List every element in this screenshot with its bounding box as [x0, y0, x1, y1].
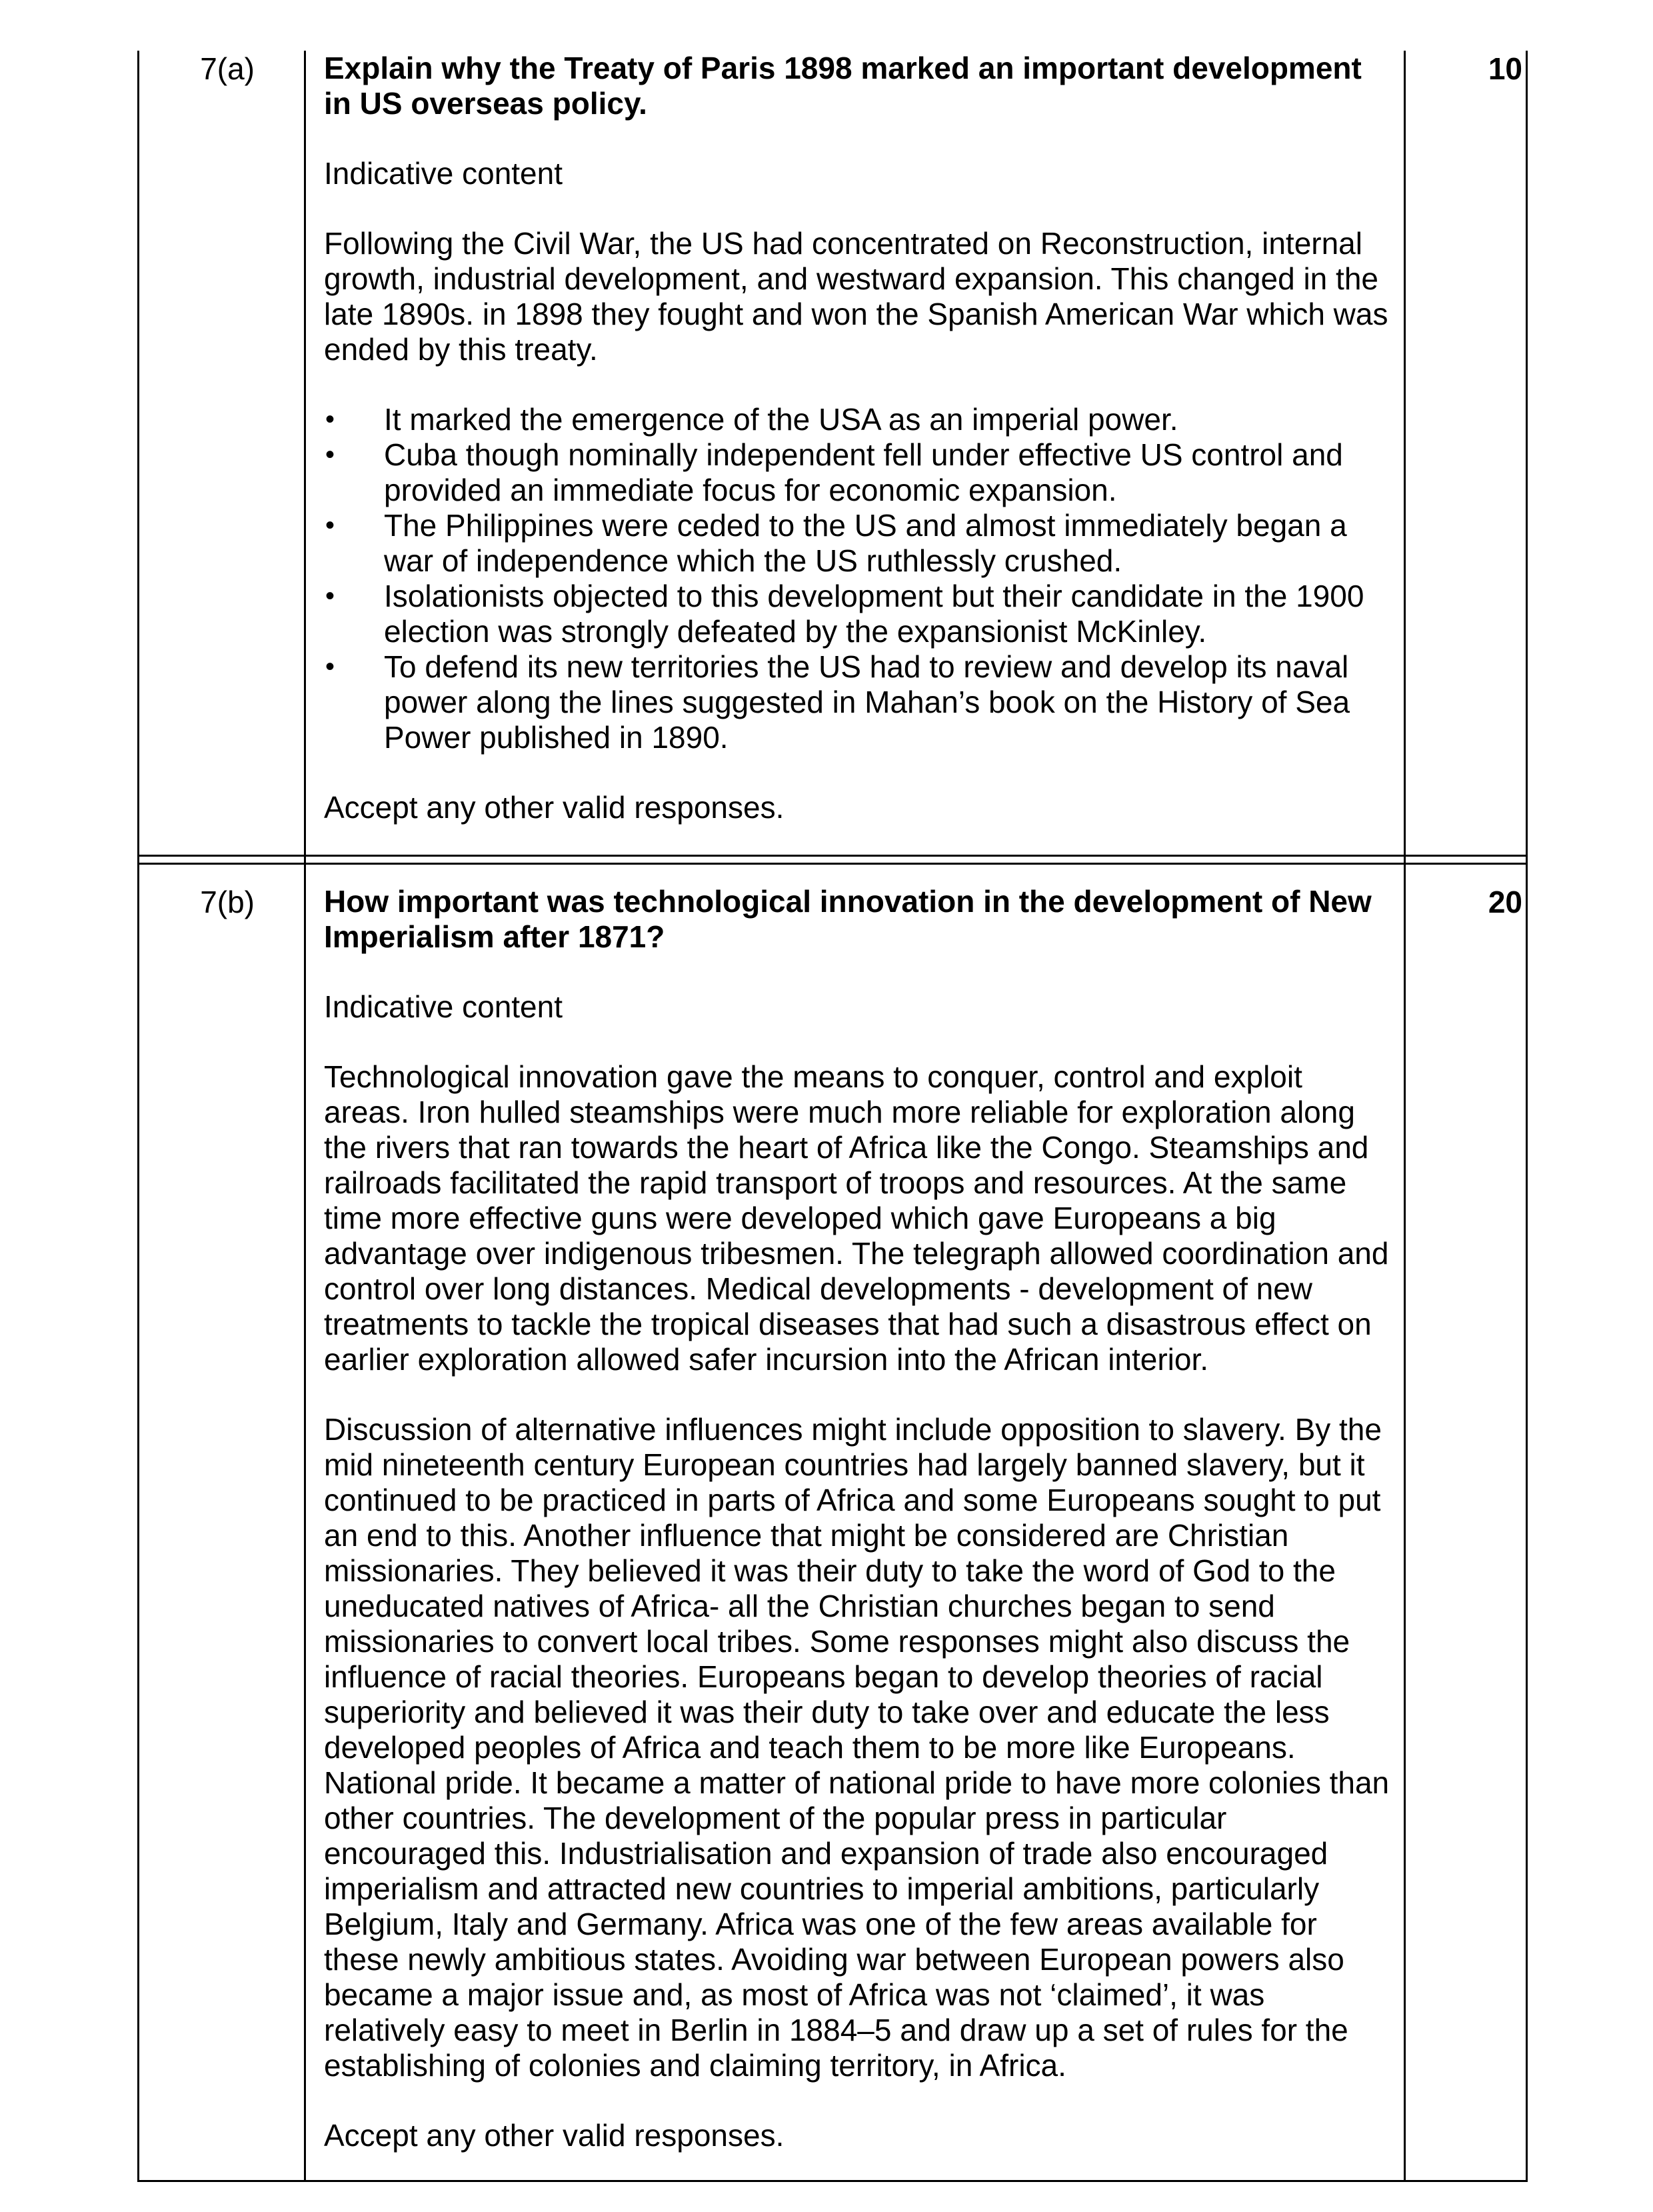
list-item: • The Philippines were ceded to the US and almost immediately began a war of independence which the US ruthlessly crushed. [324, 508, 1390, 579]
marks-value: 20 [1488, 885, 1522, 919]
table-border-bottom [137, 2180, 1528, 2182]
list-item: • It marked the emergence of the USA as an imperial power. [324, 402, 1390, 437]
content-paragraph: Technological innovation gave the means to conquer, control and exploit areas. Iron hulled steamships were much more reliable for exploration along the rivers that ran towards the heart of Africa like the Congo. Steamships and railroads facilitated the rapid transport of troops and resources. At the same time more effective guns were developed which gave Europeans a big advantage over indigenous tribesmen. The telegraph allowed coordination and control over long distances. Medical developments - development of new treatments to tackle the tropical diseases that had such a disastrous effect on earlier exploration allowed safer incursion into the African interior. [324, 1059, 1389, 1377]
question-text: How important was technological innovation in the development of New Imperialism after 1871? [324, 884, 1372, 954]
table-row [137, 884, 1528, 2180]
closing-note: Accept any other valid responses. [324, 790, 785, 825]
row-separator [137, 855, 1528, 857]
list-item: • To defend its new territories the US had to review and develop its naval power along the lines suggested in Mahan’s book on the History of Sea Power published in 1890. [324, 649, 1390, 755]
content-heading: Indicative content [324, 156, 563, 191]
answer-content [324, 51, 1390, 825]
closing-note: Accept any other valid responses. [324, 2118, 785, 2153]
question-text: Explain why the Treaty of Paris 1898 marked an important development in US overseas policy. [324, 51, 1362, 121]
list-item: • Isolationists objected to this development but their candidate in the 1900 election was strongly defeated by the expansionist McKinley. [324, 579, 1390, 649]
answer-content [324, 884, 1390, 2153]
marks-value: 10 [1488, 51, 1522, 86]
question-number: 7(b) [200, 885, 255, 919]
question-number: 7(a) [200, 51, 255, 86]
content-paragraph: Following the Civil War, the US had concentrated on Reconstruction, internal growth, industrial development, and westward expansion. This changed in the late 1890s. in 1898 they fought and won the Spanish American War which was ended by this treaty. [324, 226, 1388, 367]
bullet-list [324, 402, 1390, 755]
list-item: • Cuba though nominally independent fell under effective US control and provided an immediate focus for economic expansion. [324, 437, 1390, 508]
content-heading: Indicative content [324, 989, 563, 1024]
content-paragraph: Discussion of alternative influences might include opposition to slavery. By the mid nineteenth century European countries had largely banned slavery, but it continued to be practiced in parts of Africa and some Europeans sought to put an end to this. Another influence that might be considered are Christian missionaries. They believed it was their duty to take the word of God to the uneducated natives of Africa- all the Christian churches began to send missionaries to convert local tribes. Some responses might also discuss the influence of racial theories. Europeans began to develop theories of racial superiority and believed it was their duty to take over and educate the less developed peoples of Africa and teach them to be more like Europeans. National pride. It became a matter of national pride to have more colonies than other countries. The development of the popular press in particular encouraged this. Industrialisation and expansion of trade also encouraged imperialism and attracted new countries to imperial ambitions, particularly Belgium, Italy and Germany. Africa was one of the few areas available for these newly ambitious states. Avoiding war between European powers also became a major issue and, as most of Africa was not ‘claimed’, it was relatively easy to meet in Berlin in 1884–5 and draw up a set of rules for the establishing of colonies and claiming territory, in Africa. [324, 1412, 1390, 2083]
table-row [137, 51, 1528, 855]
row-separator [137, 863, 1528, 865]
